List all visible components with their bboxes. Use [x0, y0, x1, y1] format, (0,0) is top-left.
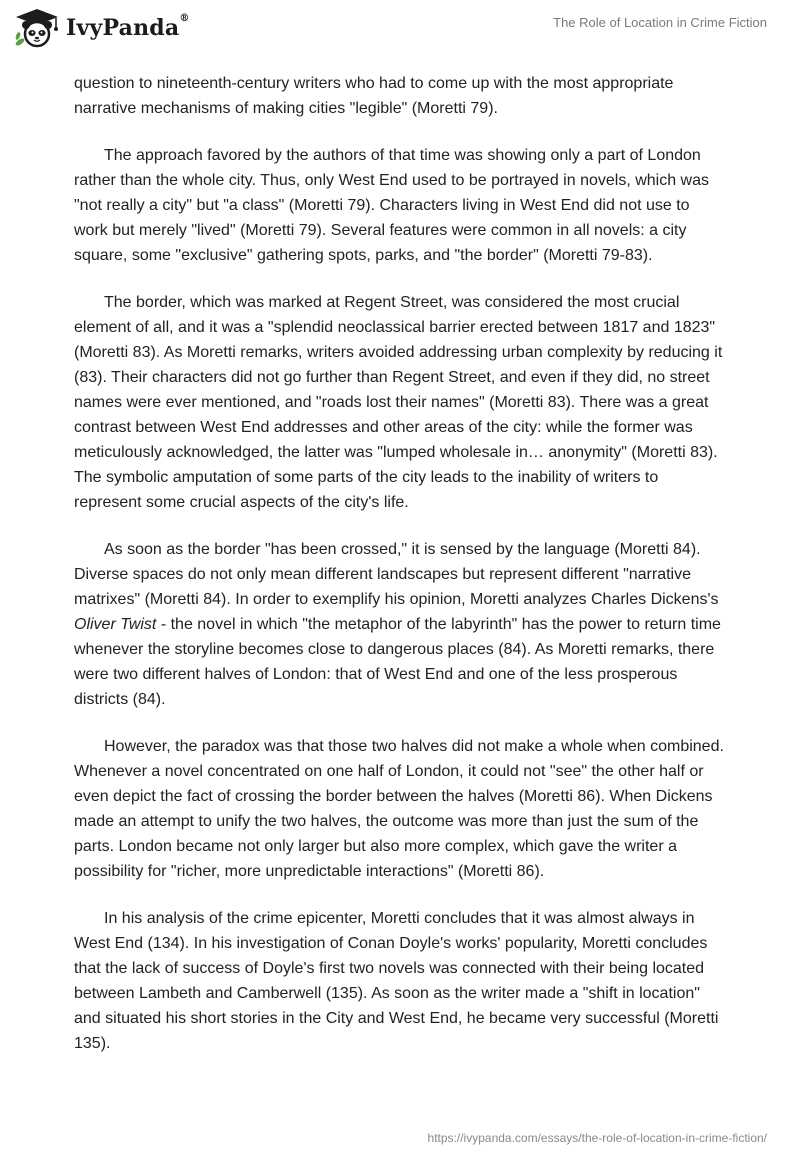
brand-text: IvyPanda: [66, 15, 180, 41]
page-header: [0, 0, 800, 64]
panda-graduate-icon: [14, 8, 60, 48]
ivypanda-logo[interactable]: [14, 8, 190, 48]
paragraph-text: - the novel in which "the metaphor of the labyrinth" has the power to return time whenever the storyline becomes close to dangerous places (84). As Moretti remarks, there were two different halves of London: that of West End and one of the less prosperous districts (84).: [74, 616, 721, 708]
brand-name: [66, 15, 190, 41]
paragraph: question to nineteenth-century writers who had to come up with the most appropriate narrative mechanisms of making cities "legible" (Moretti 79).: [74, 75, 674, 117]
document-title: The Role of Location in Crime Fiction: [553, 15, 767, 30]
essay-body: [74, 71, 726, 1078]
paragraph-text: As soon as the border "has been crossed," it is sensed by the language (Moretti 84). Diverse spaces do not only mean different landscapes but represent different "narrative matrixes" (Moretti 84). In order to exemplify his opinion, Moretti analyzes Charles Dickens's: [74, 541, 719, 608]
source-url[interactable]: https://ivypanda.com/essays/the-role-of-location-in-crime-fiction/: [427, 1131, 767, 1145]
paragraph: In his analysis of the crime epicenter, Moretti concludes that it was almost always in West End (134). In his investigation of Conan Doyle's works' popularity, Moretti concludes that the lack of success of Doyle's first two novels was connected with their being located between Lambeth and Camberwell (135). As soon as the writer made a "shift in location" and situated his short stories in the City and West End, he became very successful (Moretti 135).: [74, 910, 719, 1052]
book-title: Oliver Twist: [74, 616, 157, 633]
registered-mark: ®: [179, 13, 190, 24]
paragraph: The border, which was marked at Regent Street, was considered the most crucial element of all, and it was a "splendid neoclassical barrier erected between 1817 and 1823" (Moretti 83). As Moretti remarks, writers avoided addressing urban complexity by reducing it (83). Their characters did not go further than Regent Street, and even if they did, no street names were ever mentioned, and "roads lost their names" (Moretti 83). There was a great contrast between West End addresses and other areas of the city: while the former was meticulously acknowledged, the latter was "lumped wholesale in… anonymity" (Moretti 83). The symbolic amputation of some parts of the city leads to the inability of writers to represent some crucial aspects of the city's life.: [74, 294, 723, 511]
paragraph: However, the paradox was that those two halves did not make a whole when combined. Whenever a novel concentrated on one half of London, it could not "see" the other half or even depict the fact of crossing the border between the halves (Moretti 86). When Dickens made an attempt to unify the two halves, the outcome was more than just the sum of the parts. London became not only larger but also more complex, which gave the writer a possibility for "richer, more unpredictable interactions" (Moretti 86).: [74, 738, 724, 880]
paragraph: The approach favored by the authors of that time was showing only a part of London rather than the whole city. Thus, only West End used to be portrayed in novels, which was "not really a city" but "a class" (Moretti 79). Characters living in West End did not use to work but merely "lived" (Moretti 79). Several features were common in all novels: a city square, some "exclusive" gathering spots, parks, and "the border" (Moretti 79-83).: [74, 147, 710, 264]
paragraph: [74, 537, 726, 712]
